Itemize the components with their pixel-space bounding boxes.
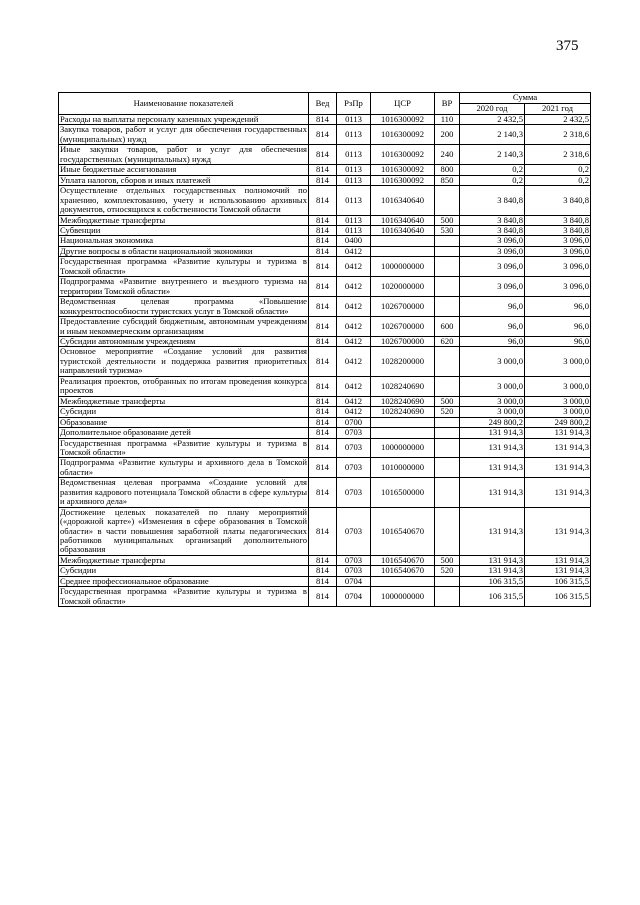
cell-ved: 814 — [309, 186, 337, 215]
cell-rzpr: 0412 — [337, 297, 371, 317]
cell-vr: 500 — [435, 555, 460, 565]
cell-name: Подпрограмма «Развитие культуры и архивного дела в Томской области» — [60, 457, 307, 477]
cell-name: Иные бюджетные ассигнования — [59, 165, 309, 175]
cell-csr: 1016300092 — [371, 115, 435, 125]
cell-csr: 1028200000 — [371, 347, 435, 376]
cell-y2020: 3 000,0 — [460, 376, 525, 396]
cell-rzpr: 0412 — [337, 376, 371, 396]
cell-csr: 1016340640 — [371, 225, 435, 235]
cell-y2021: 131 914,3 — [525, 438, 591, 458]
cell-ved: 814 — [309, 376, 337, 396]
cell-ved: 814 — [309, 587, 337, 607]
cell-ved: 814 — [309, 215, 337, 225]
cell-vr — [435, 478, 460, 507]
cell-rzpr: 0113 — [337, 125, 371, 145]
cell-ved: 814 — [309, 125, 337, 145]
cell-rzpr: 0703 — [337, 566, 371, 576]
table-row — [59, 236, 591, 246]
cell-name: Субсидии — [59, 407, 309, 417]
cell-rzpr: 0704 — [337, 587, 371, 607]
table-row — [59, 165, 591, 175]
table-row — [59, 297, 591, 317]
cell-y2020: 3 096,0 — [460, 246, 525, 256]
cell-y2021: 131 914,3 — [525, 478, 591, 507]
cell-name: Осуществление отдельных государственных полномочий по хранению, комплектованию, учету и использованию архивных документов, относящихся к собственности Томской области — [60, 185, 307, 215]
cell-rzpr: 0412 — [337, 257, 371, 277]
cell-y2021: 131 914,3 — [525, 566, 591, 576]
cell-name: Субвенции — [59, 225, 309, 235]
table-row — [59, 347, 591, 376]
cell-ved: 814 — [309, 347, 337, 376]
cell-rzpr: 0113 — [337, 165, 371, 175]
page-number: 375 — [556, 38, 579, 54]
cell-csr: 1028240690 — [371, 407, 435, 417]
cell-vr: 200 — [435, 125, 460, 145]
table-row — [59, 576, 591, 586]
cell-name: Реализация проектов, отобранных по итогам проведения конкурса проектов — [60, 376, 307, 396]
cell-name: Расходы на выплаты персоналу казенных учреждений — [59, 115, 309, 125]
cell-rzpr: 0113 — [337, 115, 371, 125]
cell-y2020: 0,2 — [460, 175, 525, 185]
cell-ved: 814 — [309, 297, 337, 317]
cell-y2021: 3 000,0 — [525, 396, 591, 406]
cell-y2021: 3 840,8 — [525, 225, 591, 235]
cell-y2021: 106 315,5 — [525, 576, 591, 586]
cell-name: Образование — [59, 417, 309, 427]
table-row — [59, 186, 591, 215]
cell-y2021: 96,0 — [525, 297, 591, 317]
cell-rzpr: 0412 — [337, 407, 371, 417]
cell-name: Основное мероприятие «Создание условий для развития туристской деятельности и поддержка развития приоритетных направлений туризма» — [60, 346, 307, 376]
cell-name: Межбюджетные трансферты — [59, 396, 309, 406]
cell-vr — [435, 246, 460, 256]
cell-y2020: 3 840,8 — [460, 225, 525, 235]
cell-ved: 814 — [309, 396, 337, 406]
table-row — [59, 587, 591, 607]
cell-name: Ведомственная целевая программа «Создание условий для развития кадрового потенциала Томской области в сфере культуры и архивного дела» — [60, 477, 307, 507]
cell-name: Закупка товаров, работ и услуг для обеспечения государственных (муниципальных) нужд — [60, 124, 307, 144]
cell-csr: 1016300092 — [371, 125, 435, 145]
table-row — [59, 396, 591, 406]
cell-csr — [371, 246, 435, 256]
cell-y2021: 249 800,2 — [525, 417, 591, 427]
table-row — [59, 115, 591, 125]
cell-vr — [435, 576, 460, 586]
cell-y2020: 131 914,3 — [460, 555, 525, 565]
cell-y2020: 131 914,3 — [460, 428, 525, 438]
cell-ved: 814 — [309, 458, 337, 478]
cell-ved: 814 — [309, 507, 337, 555]
cell-ved: 814 — [309, 555, 337, 565]
cell-name: Государственная программа «Развитие культуры и туризма в Томской области» — [60, 438, 307, 457]
cell-ved: 814 — [309, 236, 337, 246]
table-body — [59, 115, 591, 607]
cell-rzpr: 0703 — [337, 438, 371, 458]
cell-rzpr: 0703 — [337, 555, 371, 565]
table-row — [59, 438, 591, 458]
cell-vr — [435, 277, 460, 297]
cell-csr: 1020000000 — [371, 277, 435, 297]
cell-vr — [435, 236, 460, 246]
cell-y2021: 0,2 — [525, 165, 591, 175]
cell-csr: 1016340640 — [371, 186, 435, 215]
cell-y2020: 3 096,0 — [460, 236, 525, 246]
cell-y2020: 3 096,0 — [460, 257, 525, 277]
cell-y2021: 3 096,0 — [525, 277, 591, 297]
table-row — [59, 215, 591, 225]
cell-y2020: 96,0 — [460, 317, 525, 337]
cell-y2021: 131 914,3 — [525, 555, 591, 565]
cell-ved: 814 — [309, 336, 337, 346]
cell-name: Достижение целевых показателей по плану мероприятий («дорожной карте») «Изменения в сфере образования в Томской области» в части повышения заработной платы педагогических работников муниципальных организаций дополнительного образования — [60, 507, 307, 555]
cell-vr — [435, 587, 460, 607]
table-row — [59, 336, 591, 346]
cell-rzpr: 0400 — [337, 236, 371, 246]
cell-name: Государственная программа «Развитие культуры и туризма в Томской области» — [60, 586, 307, 606]
table-row — [59, 317, 591, 337]
cell-name: Предоставление субсидий бюджетным, автономным учреждениям и иным некоммерческим организациям — [60, 316, 307, 336]
cell-csr: 1016300092 — [371, 165, 435, 175]
cell-y2020: 3 000,0 — [460, 347, 525, 376]
cell-name: Национальная экономика — [59, 236, 309, 246]
cell-y2021: 3 000,0 — [525, 376, 591, 396]
cell-ved: 814 — [309, 478, 337, 507]
cell-y2021: 3 000,0 — [525, 407, 591, 417]
header-year-2020: 2020 год — [460, 104, 525, 115]
cell-vr — [435, 458, 460, 478]
cell-y2021: 3 840,8 — [525, 215, 591, 225]
header-name: Наименование показателей — [59, 93, 309, 115]
cell-csr: 1028240690 — [371, 376, 435, 396]
cell-y2021: 3 096,0 — [525, 236, 591, 246]
cell-vr — [435, 438, 460, 458]
cell-vr: 520 — [435, 407, 460, 417]
cell-vr: 110 — [435, 115, 460, 125]
cell-y2021: 0,2 — [525, 175, 591, 185]
table-row — [59, 277, 591, 297]
cell-ved: 814 — [309, 566, 337, 576]
cell-ved: 814 — [309, 417, 337, 427]
cell-csr: 1026700000 — [371, 317, 435, 337]
table-row — [59, 507, 591, 555]
cell-y2021: 131 914,3 — [525, 428, 591, 438]
cell-rzpr: 0703 — [337, 478, 371, 507]
cell-vr — [435, 257, 460, 277]
cell-name: Межбюджетные трансферты — [59, 555, 309, 565]
cell-name: Среднее профессиональное образование — [59, 576, 309, 586]
cell-vr: 620 — [435, 336, 460, 346]
cell-csr: 1026700000 — [371, 336, 435, 346]
cell-rzpr: 0412 — [337, 317, 371, 337]
cell-csr: 1010000000 — [371, 458, 435, 478]
cell-rzpr: 0703 — [337, 428, 371, 438]
cell-csr — [371, 417, 435, 427]
cell-ved: 814 — [309, 317, 337, 337]
cell-csr — [371, 428, 435, 438]
cell-name: Ведомственная целевая программа «Повышение конкурентоспособности туристских услуг в Томской области» — [60, 296, 307, 316]
cell-name: Межбюджетные трансферты — [59, 215, 309, 225]
cell-y2021: 131 914,3 — [525, 507, 591, 555]
cell-csr: 1000000000 — [371, 438, 435, 458]
cell-vr: 850 — [435, 175, 460, 185]
table-row — [59, 175, 591, 185]
cell-y2020: 131 914,3 — [460, 458, 525, 478]
table-row — [59, 407, 591, 417]
cell-rzpr: 0703 — [337, 507, 371, 555]
cell-y2021: 106 315,5 — [525, 587, 591, 607]
table-row — [59, 225, 591, 235]
cell-ved: 814 — [309, 257, 337, 277]
cell-rzpr: 0412 — [337, 336, 371, 346]
cell-y2020: 106 315,5 — [460, 576, 525, 586]
cell-csr: 1026700000 — [371, 297, 435, 317]
header-ved: Вед — [309, 93, 337, 115]
cell-ved: 814 — [309, 175, 337, 185]
cell-ved: 814 — [309, 438, 337, 458]
cell-csr: 1016300092 — [371, 175, 435, 185]
cell-rzpr: 0113 — [337, 175, 371, 185]
cell-csr: 1016540670 — [371, 555, 435, 565]
cell-vr: 800 — [435, 165, 460, 175]
cell-ved: 814 — [309, 246, 337, 256]
header-vr: ВР — [435, 93, 460, 115]
table-row — [59, 555, 591, 565]
table-row — [59, 145, 591, 165]
cell-csr: 1016540670 — [371, 566, 435, 576]
cell-rzpr: 0412 — [337, 396, 371, 406]
cell-y2020: 3 096,0 — [460, 277, 525, 297]
cell-vr: 240 — [435, 145, 460, 165]
table-row — [59, 458, 591, 478]
cell-name: Иные закупки товаров, работ и услуг для обеспечения государственных (муниципальных) нужд — [60, 144, 307, 164]
cell-rzpr: 0412 — [337, 277, 371, 297]
cell-y2021: 3 840,8 — [525, 186, 591, 215]
cell-rzpr: 0700 — [337, 417, 371, 427]
cell-y2021: 96,0 — [525, 336, 591, 346]
header-rzpr: РзПр — [337, 93, 371, 115]
cell-y2020: 2 432,5 — [460, 115, 525, 125]
cell-vr: 600 — [435, 317, 460, 337]
cell-csr: 1000000000 — [371, 587, 435, 607]
cell-y2020: 3 000,0 — [460, 396, 525, 406]
cell-rzpr: 0412 — [337, 347, 371, 376]
cell-y2020: 0,2 — [460, 165, 525, 175]
table-row — [59, 125, 591, 145]
cell-vr — [435, 186, 460, 215]
cell-rzpr: 0704 — [337, 576, 371, 586]
cell-ved: 814 — [309, 277, 337, 297]
cell-y2020: 2 140,3 — [460, 125, 525, 145]
cell-ved: 814 — [309, 145, 337, 165]
cell-name: Дополнительное образование детей — [59, 428, 309, 438]
cell-csr: 1016500000 — [371, 478, 435, 507]
cell-name: Субсидии автономным учреждениям — [59, 336, 309, 346]
cell-vr: 530 — [435, 225, 460, 235]
cell-name: Субсидии — [59, 566, 309, 576]
cell-rzpr: 0703 — [337, 458, 371, 478]
cell-vr — [435, 347, 460, 376]
cell-rzpr: 0113 — [337, 186, 371, 215]
cell-vr: 500 — [435, 396, 460, 406]
cell-vr — [435, 417, 460, 427]
cell-vr — [435, 507, 460, 555]
cell-vr: 520 — [435, 566, 460, 576]
cell-name: Уплата налогов, сборов и иных платежей — [59, 175, 309, 185]
cell-y2020: 3 840,8 — [460, 186, 525, 215]
cell-rzpr: 0113 — [337, 225, 371, 235]
cell-y2020: 3 000,0 — [460, 407, 525, 417]
cell-csr: 1016340640 — [371, 215, 435, 225]
table-row — [59, 246, 591, 256]
cell-y2020: 2 140,3 — [460, 145, 525, 165]
cell-ved: 814 — [309, 407, 337, 417]
cell-vr: 500 — [435, 215, 460, 225]
header-csr: ЦСР — [371, 93, 435, 115]
cell-ved: 814 — [309, 225, 337, 235]
cell-ved: 814 — [309, 165, 337, 175]
cell-y2020: 96,0 — [460, 297, 525, 317]
cell-csr: 1028240690 — [371, 396, 435, 406]
cell-csr: 1000000000 — [371, 257, 435, 277]
table-row — [59, 428, 591, 438]
cell-y2021: 2 318,6 — [525, 125, 591, 145]
cell-y2020: 3 840,8 — [460, 215, 525, 225]
cell-y2021: 2 318,6 — [525, 145, 591, 165]
cell-y2020: 131 914,3 — [460, 566, 525, 576]
cell-name: Государственная программа «Развитие культуры и туризма в Томской области» — [60, 256, 307, 276]
cell-rzpr: 0412 — [337, 246, 371, 256]
cell-csr — [371, 236, 435, 246]
cell-y2020: 249 800,2 — [460, 417, 525, 427]
cell-ved: 814 — [309, 428, 337, 438]
cell-y2020: 131 914,3 — [460, 478, 525, 507]
cell-name: Подпрограмма «Развитие внутреннего и въездного туризма на территории Томской области» — [60, 276, 307, 296]
cell-y2021: 96,0 — [525, 317, 591, 337]
cell-vr — [435, 428, 460, 438]
cell-y2021: 3 096,0 — [525, 257, 591, 277]
header-year-2021: 2021 год — [525, 104, 591, 115]
cell-y2020: 131 914,3 — [460, 438, 525, 458]
table-row — [59, 257, 591, 277]
header-sum: Сумма — [460, 93, 591, 104]
cell-y2021: 2 432,5 — [525, 115, 591, 125]
budget-table — [58, 92, 591, 607]
cell-ved: 814 — [309, 115, 337, 125]
cell-y2021: 131 914,3 — [525, 458, 591, 478]
cell-csr: 1016540670 — [371, 507, 435, 555]
cell-y2020: 131 914,3 — [460, 507, 525, 555]
cell-vr — [435, 297, 460, 317]
cell-name: Другие вопросы в области национальной экономики — [59, 246, 309, 256]
cell-rzpr: 0113 — [337, 145, 371, 165]
table-row — [59, 417, 591, 427]
cell-y2020: 96,0 — [460, 336, 525, 346]
table-row — [59, 566, 591, 576]
cell-csr: 1016300092 — [371, 145, 435, 165]
table-row — [59, 478, 591, 507]
cell-y2021: 3 000,0 — [525, 347, 591, 376]
cell-csr — [371, 576, 435, 586]
cell-vr — [435, 376, 460, 396]
table-row — [59, 376, 591, 396]
cell-y2020: 106 315,5 — [460, 587, 525, 607]
cell-ved: 814 — [309, 576, 337, 586]
cell-y2021: 3 096,0 — [525, 246, 591, 256]
cell-rzpr: 0113 — [337, 215, 371, 225]
